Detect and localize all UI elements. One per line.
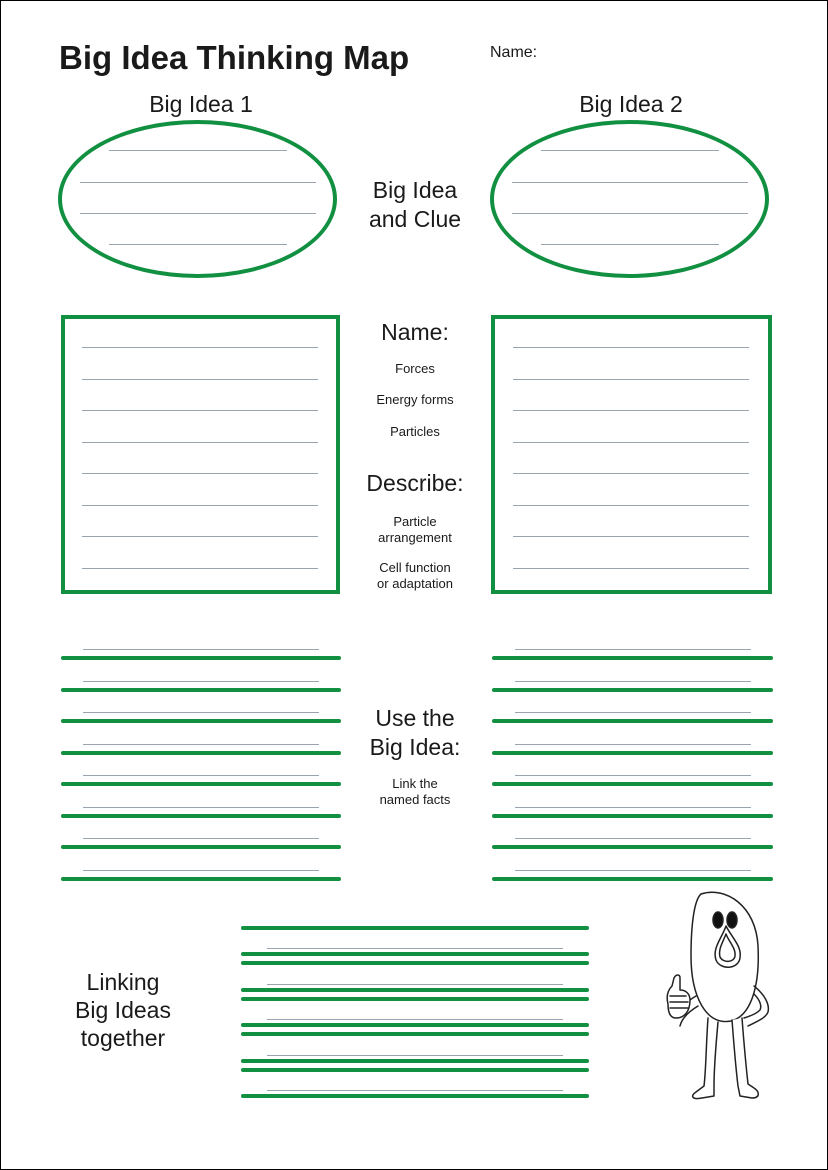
big-idea-1-box[interactable]: [61, 315, 340, 594]
writing-line: [515, 744, 751, 745]
box-writing-line: [513, 505, 749, 506]
writing-baseline: [492, 782, 773, 786]
name-item-energy-forms: Energy forms: [376, 392, 454, 407]
describe-item-particle-arrangement: Particle arrangement: [378, 514, 452, 545]
box-writing-line: [82, 410, 318, 411]
box-writing-line: [82, 473, 318, 474]
linking-baseline: [241, 988, 589, 992]
writing-baseline: [61, 719, 341, 723]
box-writing-line: [82, 568, 318, 569]
writing-line: [83, 681, 319, 682]
linking-writing-line: [267, 1019, 563, 1020]
writing-line: [515, 807, 751, 808]
box-writing-line: [513, 410, 749, 411]
describe-section-title: Describe:: [366, 470, 464, 496]
linking-baseline: [241, 997, 589, 1001]
box-writing-line: [513, 568, 749, 569]
writing-line: [512, 213, 748, 214]
writing-baseline: [61, 656, 341, 660]
writing-line: [515, 838, 751, 839]
thumbs-up-character-icon: [656, 886, 776, 1106]
box-writing-line: [82, 379, 318, 380]
writing-line: [80, 213, 316, 214]
writing-line: [83, 712, 319, 713]
box-writing-line: [82, 442, 318, 443]
writing-baseline: [492, 814, 773, 818]
writing-line: [515, 681, 751, 682]
writing-baseline: [492, 656, 773, 660]
writing-baseline: [492, 877, 773, 881]
page-title: Big Idea Thinking Map: [59, 39, 410, 76]
writing-line: [515, 649, 751, 650]
writing-line: [83, 775, 319, 776]
writing-baseline: [492, 719, 773, 723]
box-writing-line: [82, 536, 318, 537]
writing-line: [515, 712, 751, 713]
writing-line: [83, 807, 319, 808]
linking-baseline: [241, 952, 589, 956]
linking-writing-line: [267, 1055, 563, 1056]
name-field-label: Name:: [490, 44, 538, 61]
big-idea-2-box[interactable]: [491, 315, 772, 594]
linking-title: Linking Big Ideas together: [75, 969, 171, 1051]
writing-line: [109, 244, 287, 245]
linking-baseline: [241, 1059, 589, 1063]
writing-line: [541, 150, 719, 151]
box-writing-line: [82, 505, 318, 506]
writing-line: [515, 775, 751, 776]
linking-baseline: [241, 1094, 589, 1098]
writing-baseline: [492, 845, 773, 849]
big-idea-2-oval[interactable]: [490, 120, 769, 278]
box-writing-line: [513, 442, 749, 443]
box-writing-line: [513, 473, 749, 474]
writing-line: [109, 150, 287, 151]
name-item-forces: Forces: [395, 361, 435, 376]
box-writing-line: [82, 347, 318, 348]
writing-line: [80, 182, 316, 183]
name-section-title: Name:: [381, 319, 449, 345]
writing-line: [83, 649, 319, 650]
linking-baseline: [241, 926, 589, 930]
linking-writing-line: [267, 1090, 563, 1091]
box-writing-line: [513, 347, 749, 348]
writing-baseline: [61, 845, 341, 849]
box-writing-line: [513, 536, 749, 537]
describe-item-cell-function: Cell function or adaptation: [377, 560, 453, 591]
use-section-title: Use the Big Idea:: [369, 705, 461, 760]
linking-writing-line: [267, 984, 563, 985]
name-item-particles: Particles: [390, 424, 440, 439]
linking-baseline: [241, 1068, 589, 1072]
big-idea-1-heading: Big Idea 1: [149, 91, 253, 117]
writing-line: [541, 244, 719, 245]
big-idea-2-heading: Big Idea 2: [579, 91, 683, 117]
writing-baseline: [61, 688, 341, 692]
linking-baseline: [241, 961, 589, 965]
writing-line: [83, 744, 319, 745]
use-section-note: Link the named facts: [379, 776, 451, 807]
writing-baseline: [492, 688, 773, 692]
writing-line: [83, 870, 319, 871]
writing-baseline: [61, 782, 341, 786]
writing-baseline: [492, 751, 773, 755]
box-writing-line: [513, 379, 749, 380]
linking-baseline: [241, 1023, 589, 1027]
writing-line: [512, 182, 748, 183]
big-idea-1-oval[interactable]: [58, 120, 337, 278]
writing-baseline: [61, 814, 341, 818]
linking-baseline: [241, 1032, 589, 1036]
clue-title: Big Idea and Clue: [368, 177, 462, 232]
writing-baseline: [61, 877, 341, 881]
writing-line: [83, 838, 319, 839]
linking-writing-line: [267, 948, 563, 949]
writing-baseline: [61, 751, 341, 755]
writing-line: [515, 870, 751, 871]
